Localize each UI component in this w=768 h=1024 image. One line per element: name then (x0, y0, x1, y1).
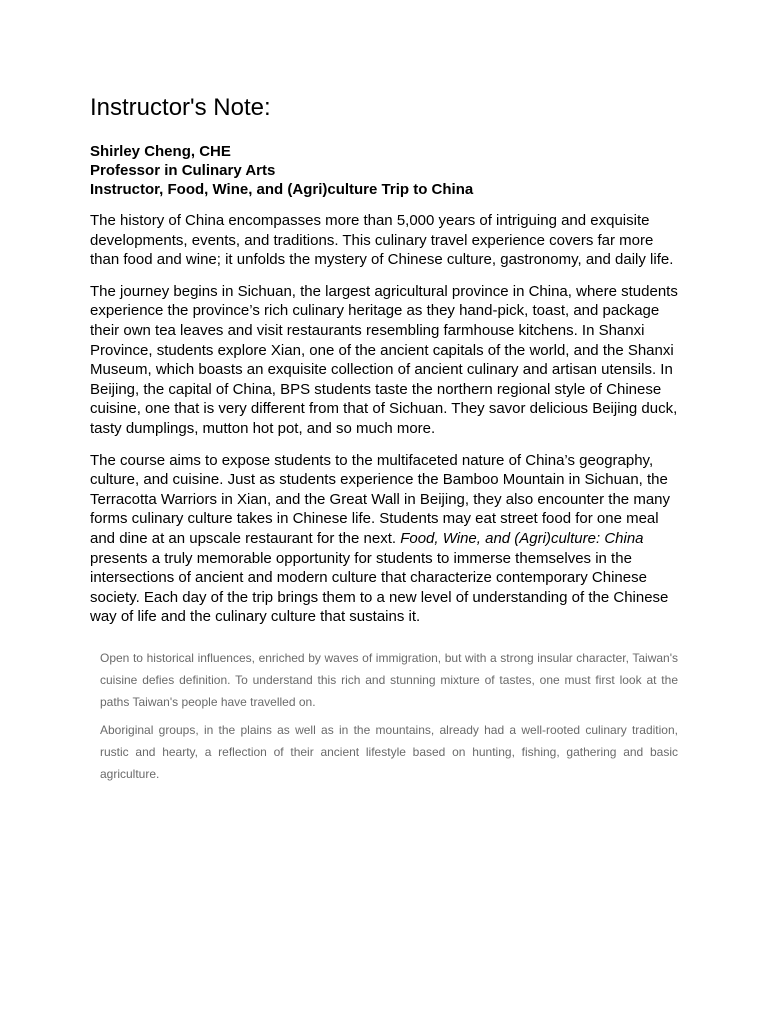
author-block (90, 142, 678, 199)
paragraph-journey: The journey begins in Sichuan, the largest agricultural province in China, where students experience the province’s rich culinary heritage as they hand-pick, toast, and package their own tea leaves and visit restaurants resembling farmhouse kitchens. In Shanxi Province, students explore Xian, one of the ancient capitals of the world, and the Shanxi Museum, which boasts an exquisite collection of ancient culinary and artisan utensils. In Beijing, the capital of China, BPS students taste the northern regional style of Chinese cuisine, one that is very different from that of Sichuan. They savor delicious Beijing duck, tasty dumplings, mutton hot pot, and so much more. (90, 282, 678, 437)
paragraph-course (90, 451, 678, 627)
author-name: Shirley Cheng, CHE (90, 143, 231, 160)
author-role: Instructor, Food, Wine, and (Agri)culture Trip to China (90, 181, 474, 198)
excerpt-paragraph-aboriginal: Aboriginal groups, in the plains as well as in the mountains, already had a well-rooted culinary tradition, rustic and hearty, a reflection of their ancient lifestyle based on hunting, fishing, gathering and basic agriculture. (100, 722, 678, 781)
excerpt-paragraph-influences: Open to historical influences, enriched by waves of immigration, but with a strong insular character, Taiwan's cuisine defies definition. To understand this rich and stunning mixture of tastes, one must first look at the paths Taiwan's people have travelled on. (100, 650, 678, 709)
course-title-italic: Food, Wine, and (Agri)culture: China (400, 529, 644, 547)
paragraph-course-text-start: The course aims to expose students to the multifaceted nature of China’s geography, culture, and cuisine. Just as students experience the Bamboo Mountain in Sichuan, the Terracotta Warriors in Xian, and the Great Wall in Beijing, they also encounter the many forms culinary culture takes in Chinese life. Students may eat street food for one meal and dine at an upscale restaurant for the next. (90, 451, 670, 547)
paragraph-history: The history of China encompasses more than 5,000 years of intriguing and exquisite developments, events, and traditions. This culinary travel experience covers far more than food and wine; it unfolds the mystery of Chinese culture, gastronomy, and daily life. (90, 212, 674, 269)
document-page (90, 92, 678, 791)
taiwan-cuisine-excerpt (100, 647, 678, 785)
author-position: Professor in Culinary Arts (90, 162, 276, 179)
paragraph-course-text-end: presents a truly memorable opportunity for students to immerse themselves in the intersections of ancient and modern culture that characterize contemporary Chinese society. Each day of the trip brings them to a new level of understanding of the Chinese way of life and the culinary culture that sustains it. (90, 549, 669, 626)
page-title: Instructor's Note: (90, 94, 271, 121)
